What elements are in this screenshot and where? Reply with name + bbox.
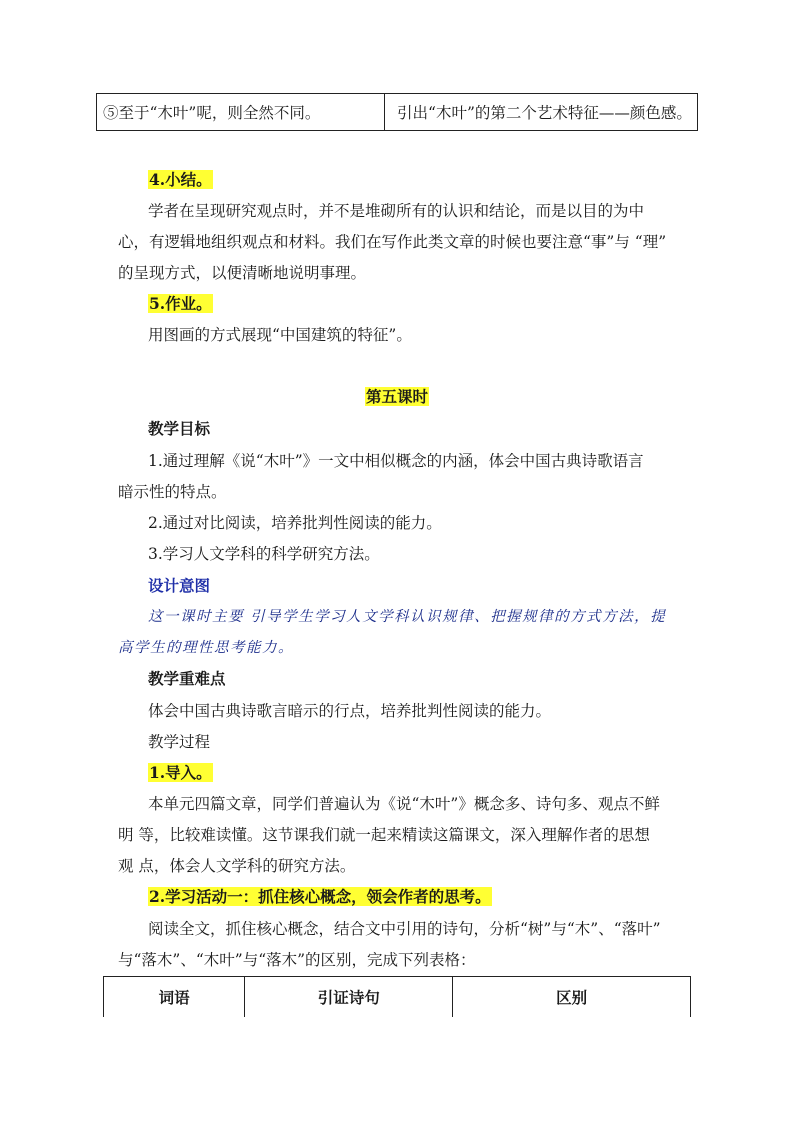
table-header-difference: 区别 <box>453 977 691 1018</box>
table-cell-left: ⑤至于“木叶”呢，则全然不同。 <box>97 94 385 131</box>
table-header-poems: 引证诗句 <box>245 977 453 1018</box>
homework-text: 用图画的方式展现“中国建筑的特征”。 <box>148 326 412 344</box>
summary-line-3: 的呈现方式，以便清晰地说明事理。 <box>118 264 367 282</box>
table-row <box>97 94 698 131</box>
summary-line-1: 学者在呈现研究观点时，并不是堆砌所有的认识和结论，而是以目的为中 <box>148 202 645 220</box>
design-line-1: 这一课时主要 引导学生学习人文学科认识规律、把握规律的方式方法，提 <box>148 609 667 625</box>
table-cell-right: 引出“木叶”的第二个艺术特征——颜色感。 <box>385 94 698 131</box>
intro-line-3: 观 点，体会人文学科的研究方法。 <box>118 857 356 875</box>
activity-line-1: 阅读全文，抓住核心概念，结合文中引用的诗句，分析“树”与“木”、“落叶” <box>148 920 661 938</box>
goal-2: 2.通过对比阅读，培养批判性阅读的能力。 <box>148 514 442 532</box>
intro-line-2: 明 等，比较难读懂。这节课我们就一起来精读这篇课文，深入理解作者的思想 <box>118 826 650 844</box>
goal-3: 3.学习人文学科的科学研究方法。 <box>148 545 380 563</box>
summary-line-2: 心，有逻辑地组织观点和材料。我们在写作此类文章的时候也要注意“事”与 “理” <box>118 233 667 251</box>
table-row <box>104 977 691 1018</box>
goal-1-line-2: 暗示性的特点。 <box>118 483 227 501</box>
key-points-text: 体会中国古典诗歌言暗示的行点，培养批判性阅读的能力。 <box>148 702 552 720</box>
design-heading: 设计意图 <box>148 576 211 595</box>
summary-heading: 4.小结。 <box>149 170 212 189</box>
key-points-heading: 教学重难点 <box>148 669 226 688</box>
table-header-words: 词语 <box>104 977 245 1018</box>
activity-line-2: 与“落木”、“木叶”与“落木”的区别，完成下列表格： <box>118 951 476 969</box>
activity-heading: 2.学习活动一：抓住核心概念，领会作者的思考。 <box>149 887 491 906</box>
goals-heading: 教学目标 <box>148 419 211 438</box>
process-heading: 教学过程 <box>148 733 211 751</box>
goal-1-line-1: 1.通过理解《说“木叶”》一文中相似概念的内涵，体会中国古典诗歌语言 <box>148 452 644 470</box>
intro-heading: 1.导入。 <box>149 763 212 782</box>
design-line-2: 高学生的理性思考能力。 <box>118 640 294 656</box>
lesson-title: 第五课时 <box>365 387 428 406</box>
top-table <box>96 93 698 131</box>
homework-heading: 5.作业。 <box>149 294 212 313</box>
bottom-table <box>103 976 691 1017</box>
intro-line-1: 本单元四篇文章，同学们普遍认为《说“木叶”》概念多、诗句多、观点不鲜 <box>148 795 660 813</box>
